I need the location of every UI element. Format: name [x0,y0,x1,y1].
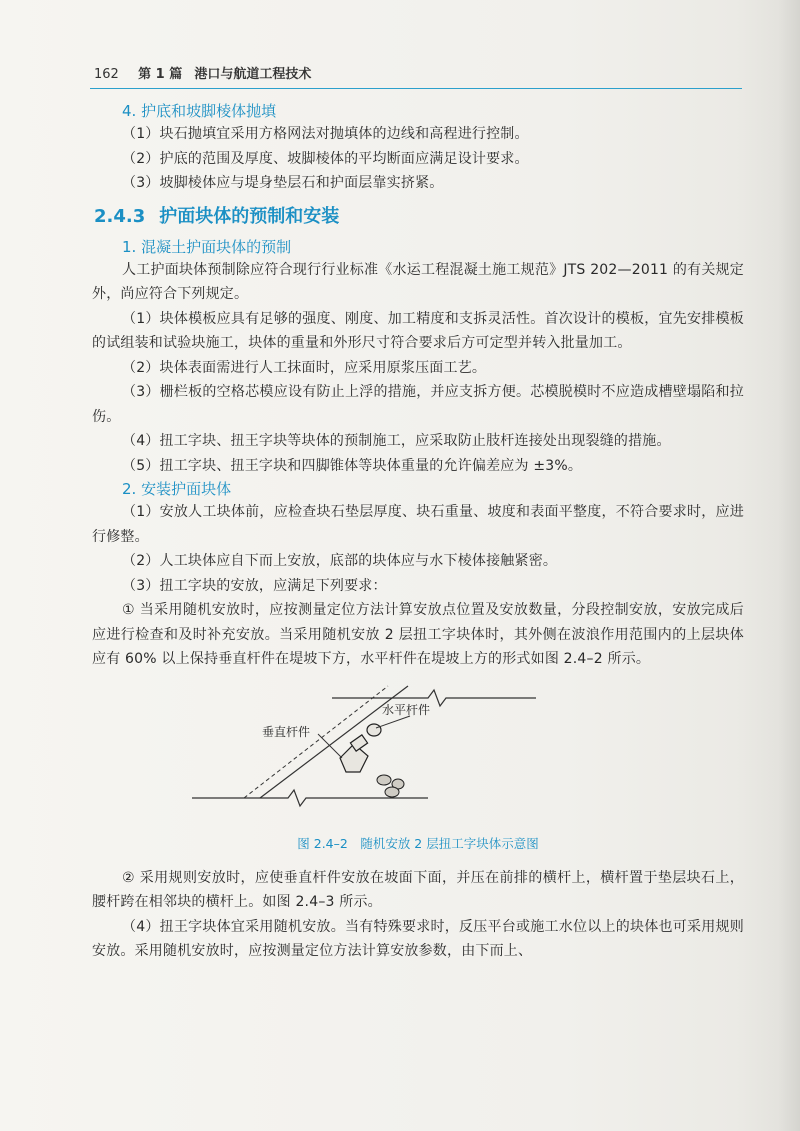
paragraph: （2）块体表面需进行人工抹面时，应采用原浆压面工艺。 [122,359,487,376]
paragraph: （3）坡脚棱体应与堤身垫层石和护面层靠实挤紧。 [122,175,444,191]
page-number: 162 [94,67,119,82]
running-header [94,66,740,86]
subheading-rockfill: 4. 护底和坡脚棱体抛填 [122,102,277,120]
label-horizontal-member: 水平杆件 [382,702,431,717]
header-rule [90,88,742,89]
paragraph: ② 采用规则安放时，应使垂直杆件安放在坡面下面，并压在前排的横杆上，横杆置于垫层块石上，腰杆跨在相邻块的横杆上。如图 2.4–3 所示。 [92,869,744,910]
section-heading [92,204,744,230]
page-body [92,100,744,964]
paragraph: （3）扭工字块的安放，应满足下列要求： [122,577,387,594]
paragraph: （1）块体模板应具有足够的强度、刚度、加工精度和支拆灵活性。首次设计的模板，宜先安排模板的试组装和试验块施工，块体的重量和外形尺寸符合要求后方可定型并转入批量加工。 [92,310,744,351]
label-vertical-member: 垂直杆件 [262,724,311,739]
paragraph: （2）人工块体应自下而上安放，底部的块体应与水下棱体接触紧密。 [122,553,558,569]
section-number: 2.4.3 [94,205,146,227]
paragraph: （2）护底的范围及厚度、坡脚棱体的平均断面应满足设计要求。 [122,150,529,167]
paragraph: （4）扭王字块体宜采用随机安放。当有特殊要求时，反压平台或施工水位以上的块体也可采用规则安放。采用随机安放时，应按测量定位方法计算安放参数，由下而上、 [92,918,744,959]
accropode-block-icon [340,724,381,772]
paragraph: （4）扭工字块、扭王字块等块体的预制施工，应采取防止肢杆连接处出现裂缝的措施。 [122,433,671,449]
paragraph: （1）块石抛填宜采用方格网法对抛填体的边线和高程进行控制。 [122,126,529,142]
paragraph: （3）栅栏板的空格芯模应设有防止上浮的措施，并应支拆方便。芯模脱模时不应造成槽壁塌陷和拉伤。 [92,384,744,425]
subheading-precast: 1. 混凝土护面块体的预制 [122,237,292,256]
paragraph: 人工护面块体预制除应符合现行行业标准《水运工程混凝土施工规范》JTS 202—2011 的有关规定外，尚应符合下列规定。 [92,261,744,302]
figure-2-4-2 [92,676,744,864]
figure-caption: 图 2.4–2 随机安放 2 层扭工字块体示意图 [297,835,539,851]
part-label: 第 1 篇 [138,67,183,82]
part-title: 港口与航道工程技术 [194,67,312,82]
stone-cluster-icon [377,775,404,797]
page-edge-shadow [778,0,800,1131]
accropode-diagram [92,676,744,836]
section-title: 护面块体的预制和安装 [159,205,340,227]
subheading-install: 2. 安装护面块体 [122,480,232,498]
paragraph: （5）扭工字块、扭王字块和四脚锥体等块体重量的允许偏差应为 ±3%。 [122,457,583,474]
paragraph: ① 当采用随机安放时，应按测量定位方法计算安放点位置及安放数量，分段控制安放，安放完成后应进行检查和及时补充安放。当采用随机安放 2 层扭工字块体时，其外侧在波浪作用范围内的上层块体应有 60% 以上保持垂直杆件在堤坡下方，水平杆件在堤坡上方的形式如图 2.4–2 所示。 [92,602,744,667]
paragraph: （1）安放人工块体前，应检查块石垫层厚度、块石重量、坡度和表面平整度，不符合要求时，应进行修整。 [92,504,744,545]
